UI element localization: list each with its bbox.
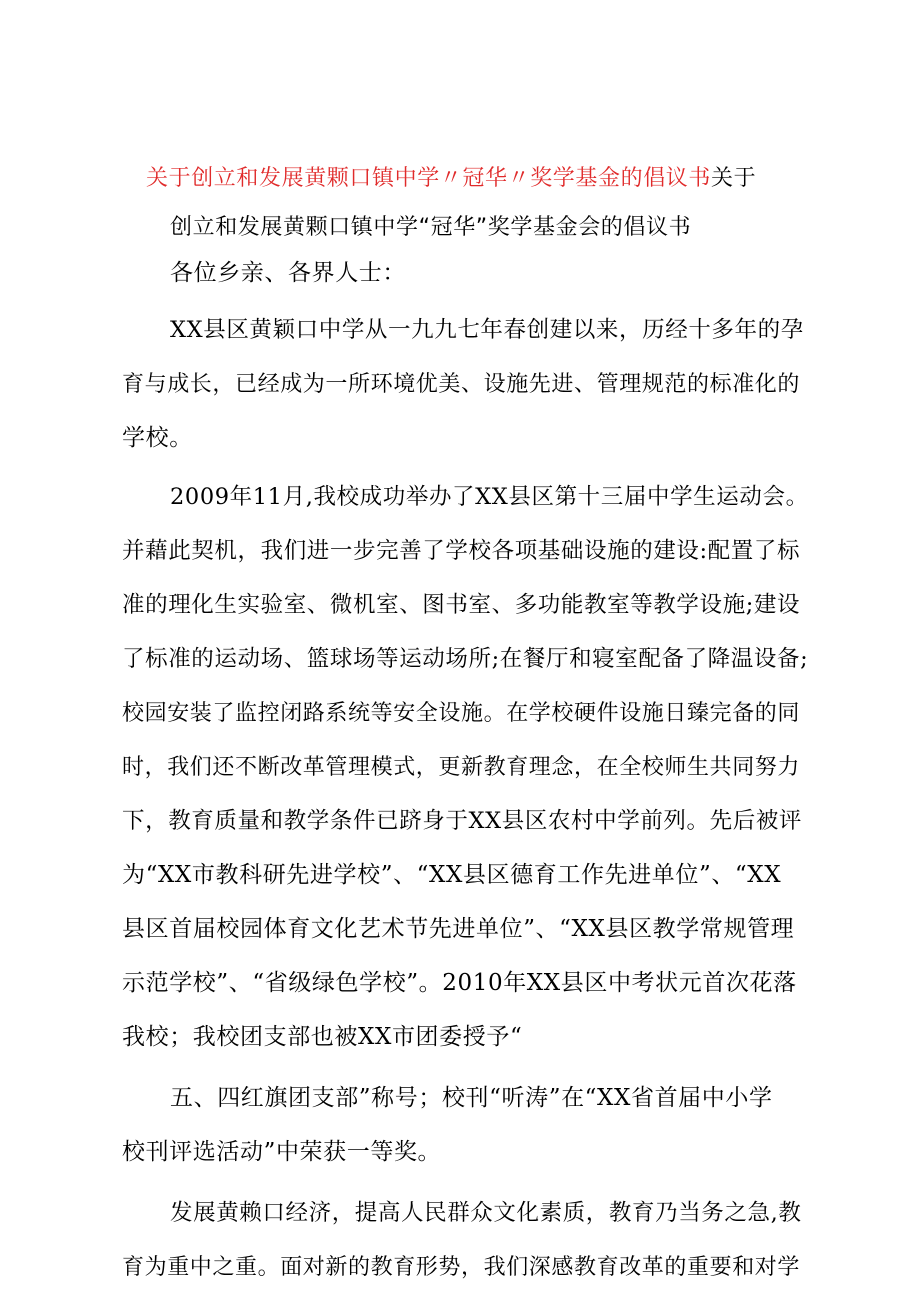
subtitle-line <box>122 214 812 244</box>
paragraph-line: XX县区黄颖口中学从一九九七年春创建以来，历经十多年的孕 <box>170 316 804 343</box>
paragraph-3 <box>122 1071 812 1179</box>
paragraph-line: 2009年11月,我校成功举办了XX县区第十三届中学生运动会。 <box>170 483 809 510</box>
paragraph-line: 学校。 <box>122 424 193 451</box>
paragraph-line: 示范学校”、“省级绿色学校”。2010年XX县区中考状元首次花落 <box>122 969 797 996</box>
salutation: 各位乡亲、各界人士： <box>170 260 406 286</box>
paragraph-line: 准的理化生实验室、微机室、图书室、多功能教室等教学设施;建设 <box>122 591 801 618</box>
paragraph-1 <box>122 303 812 465</box>
paragraph-line: 并藉此契机，我们进一步完善了学校各项基础设施的建设:配置了标 <box>122 537 801 564</box>
paragraph-line: 育与成长，已经成为一所环境优美、设施先进、管理规范的标准化的 <box>122 371 801 397</box>
paragraph-line: 下，教育质量和教学条件已跻身于XX县区农村中学前列。先后被评 <box>122 807 803 834</box>
paragraph-line: 校园安装了监控闭路系统等安全设施。在学校硬件设施日臻完备的同 <box>122 700 801 726</box>
paragraph-line: 发展黄赖口经济，提高人民群众文化素质，教育乃当务之急,教 <box>170 1199 802 1226</box>
paragraph-line: 时，我们还不断改革管理模式，更新教育理念，在全校师生共同努力 <box>122 754 801 780</box>
paragraph-line: 校刊评选活动”中荣获一等奖。 <box>122 1138 442 1165</box>
paragraph-line: 五、四红旗团支部”称号；校刊“听涛”在“XX省首届中小学 <box>170 1084 773 1111</box>
paragraph-4 <box>122 1186 812 1294</box>
title-line <box>122 165 812 195</box>
paragraph-line: 县区首届校园体育文化艺术节先进单位”、“XX县区教学常规管理 <box>122 915 795 942</box>
document-body <box>122 165 812 1294</box>
paragraph-line: 为“XX市教科研先进学校”、“XX县区德育工作先进单位”、“XX <box>122 861 782 888</box>
paragraph-line: 育为重中之重。面对新的教育形势，我们深感教育改革的重要和对学 <box>122 1254 801 1280</box>
document-subtitle: 创立和发展黄颗口镇中学“冠华”奖学基金会的倡议书 <box>170 215 692 240</box>
paragraph-line: 我校；我校团支部也被XX市团委授予“ <box>122 1023 523 1050</box>
document-title-red: 关于创立和发展黄颗口镇中学〃冠华〃奖学基金的倡议书 <box>146 166 712 191</box>
document-title-continuation: 关于 <box>711 166 757 191</box>
paragraph-2 <box>122 470 812 1064</box>
paragraph-line: 了标准的运动场、篮球场等运动场所;在餐厅和寝室配备了降温设备; <box>122 645 809 672</box>
